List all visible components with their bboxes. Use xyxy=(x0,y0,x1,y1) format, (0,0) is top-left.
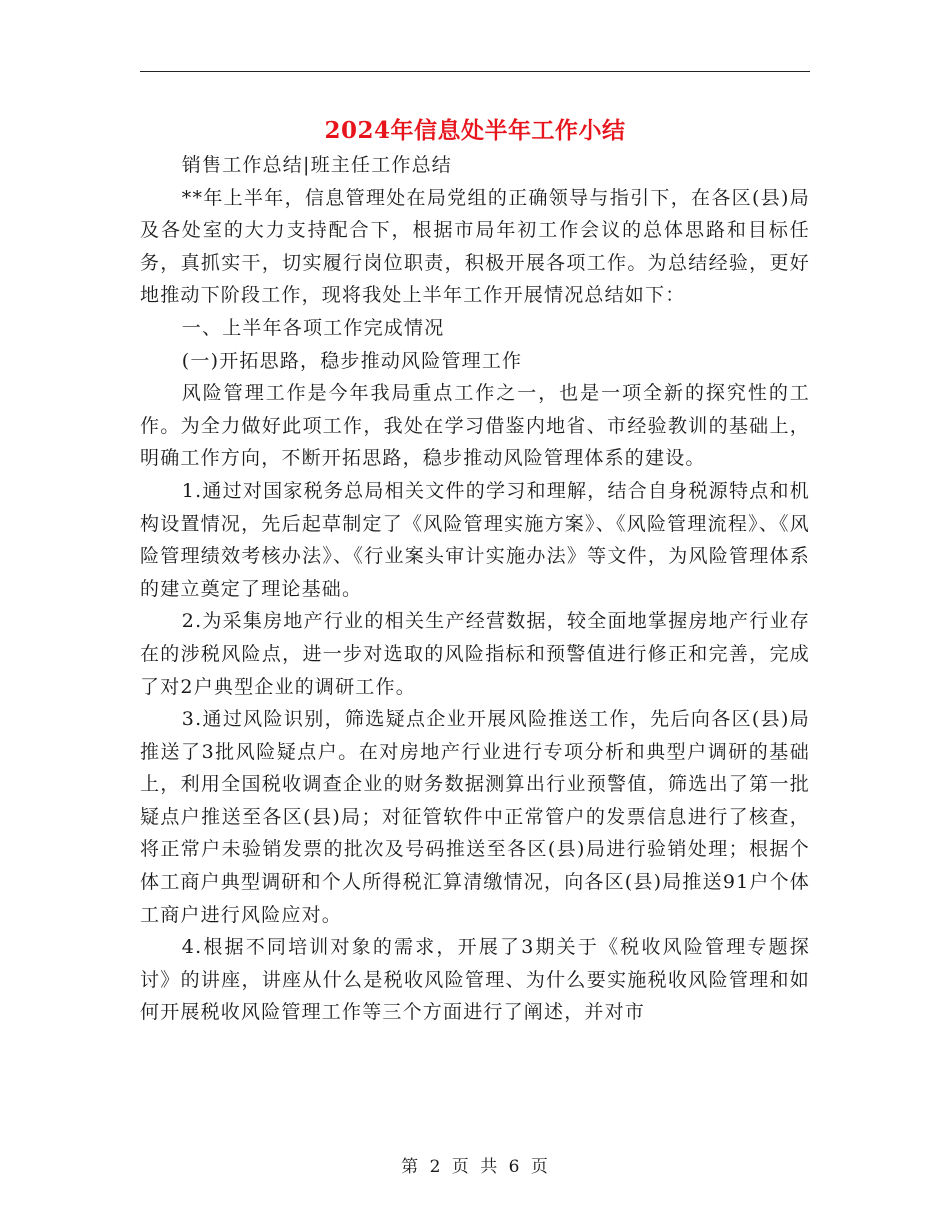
body-paragraph: 风险管理工作是今年我局重点工作之一，也是一项全新的探究性的工作。为全力做好此项工作，我处在学习借鉴内地省、市经验教训的基础上，明确工作方向，不断开拓思路，稳步推动风险管理体系的建设。 xyxy=(140,382,810,470)
subsection-heading: (一)开拓思路，稳步推动风险管理工作 xyxy=(181,349,523,372)
body-paragraph: 2.为采集房地产行业的相关生产经营数据，较全面地掌握房地产行业存在的涉税风险点，进一步对选取的风险指标和预警值进行修正和完善，完成了对2户典型企业的调研工作。 xyxy=(140,610,810,698)
header-rule xyxy=(140,71,810,72)
body-paragraph: **年上半年，信息管理处在局党组的正确领导与指引下，在各区(县)局及各处室的大力支持配合下，根据市局年初工作会议的总体思路和目标任务，真抓实干，切实履行岗位职责，积极开展各项工作。为总结经验，更好地推动下阶段工作，现将我处上半年工作开展情况总结如下： xyxy=(140,186,810,307)
section-heading: 一、上半年各项工作完成情况 xyxy=(181,316,445,339)
body-paragraph: 1.通过对国家税务总局相关文件的学习和理解，结合自身税源特点和机构设置情况，先后起草制定了《风险管理实施方案》、《风险管理流程》、《风险管理绩效考核办法》、《行业案头审计实施办法》等文件，为风险管理体系的建立奠定了理论基础。 xyxy=(140,479,810,600)
page-number-footer: 第 2 页 共 6 页 xyxy=(401,1157,549,1177)
document-body xyxy=(140,149,810,1029)
document-title: 2024年信息处半年工作小结 xyxy=(324,117,626,144)
body-paragraph: 3.通过风险识别，筛选疑点企业开展风险推送工作，先后向各区(县)局推送了3批风险疑点户。在对房地产行业进行专项分析和典型户调研的基础上，利用全国税收调查企业的财务数据测算出行业预警值，筛选出了第一批疑点户推送至各区(县)局；对征管软件中正常管户的发票信息进行了核查，将正常户未验销发票的批次及号码推送至各区(县)局进行验销处理；根据个体工商户典型调研和个人所得税汇算清缴情况，向各区(县)局推送91户个体工商户进行风险应对。 xyxy=(140,708,811,926)
body-paragraph: 4.根据不同培训对象的需求，开展了3期关于《税收风险管理专题探讨》的讲座，讲座从什么是税收风险管理、为什么要实施税收风险管理和如何开展税收风险管理工作等三个方面进行了阐述，并对市 xyxy=(140,936,810,1024)
body-paragraph: 销售工作总结|班主任工作总结 xyxy=(181,154,452,176)
